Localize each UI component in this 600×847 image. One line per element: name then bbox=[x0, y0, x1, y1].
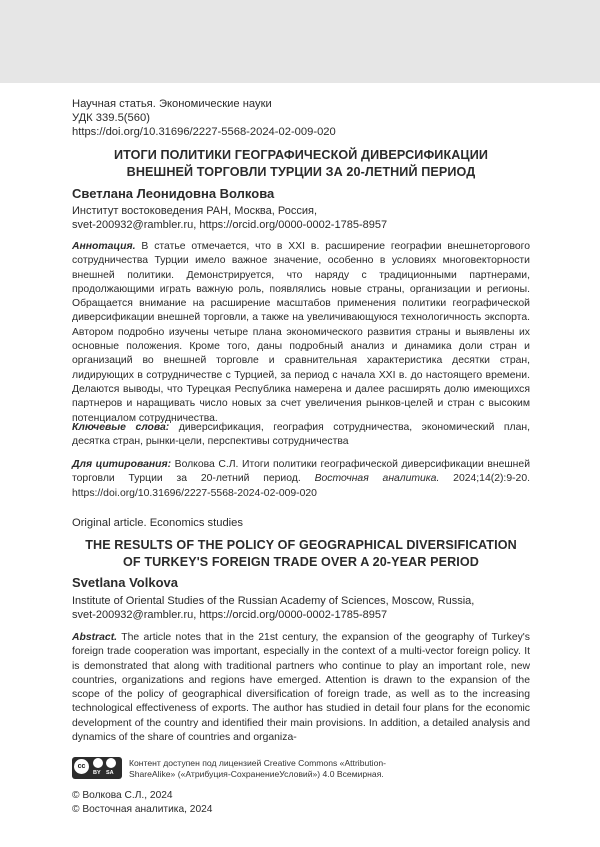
abstract-ru bbox=[72, 240, 530, 426]
citation-ru-source: Восточная аналитика. bbox=[314, 473, 440, 485]
keywords-ru bbox=[72, 421, 530, 450]
copyright-journal: © Восточная аналитика, 2024 bbox=[72, 803, 213, 815]
udc-code: УДК 339.5(560) bbox=[72, 112, 150, 124]
title-en-line1: THE RESULTS OF THE POLICY OF GEOGRAPHICAL DIVERSIFICATION bbox=[85, 538, 517, 552]
contacts-ru[interactable]: svet-200932@rambler.ru, https://orcid.org/0000-0002-1785-8957 bbox=[72, 219, 388, 231]
article-title-en bbox=[72, 537, 530, 571]
doi-link[interactable]: https://doi.org/10.31696/2227-5568-2024-02-009-020 bbox=[72, 126, 336, 138]
article-type-en: Original article. Economics studies bbox=[72, 517, 243, 529]
sharealike-icon bbox=[106, 758, 116, 768]
affiliation-en bbox=[72, 594, 530, 622]
title-ru-line2: ВНЕШНЕЙ ТОРГОВЛИ ТУРЦИИ ЗА 20-ЛЕТНИЙ ПЕРИОД bbox=[126, 165, 476, 179]
license-line2: ShareAlike» («Атрибуция-СохранениеУсловий») 4.0 Всемирная. bbox=[129, 769, 384, 779]
sa-label: SA bbox=[106, 770, 114, 776]
abstract-en bbox=[72, 631, 530, 745]
title-en-line2: OF TURKEY'S FOREIGN TRADE OVER A 20-YEAR PERIOD bbox=[123, 555, 479, 569]
abstract-ru-text: В статье отмечается, что в XXI в. расширение географии внешнеторгового сотрудничества Турции имело важное значение, особенно в условиях многовекторности внешней политики. Демонстрируется, что наряду с традиционными партнерами, продолжающими играть важную роль, появлялись новые страны, организации и регионы. Обращается внимание на расширение масштабов применения политики географической диверсификации внешней торговли, а также на увеличивающуюся технологичность экспорта. Автором подробно изучены четыре плана экономического развития страны и выявлены их основные положения. Кроме того, даны подробный анализ и динамика доли стран и организаций во внешней торговле и сравнительная характеристика десятки стран, лидирующих в сотрудничестве с Турцией, за период с начала XXI в. до настоящего времени. Делаются выводы, что Турецкая Республика намерена и далее расширять долю имеющихся партнеров и наращивать число новых за счет увеличения рынков-целей и стран с высоким потенциалом сотрудничества. bbox=[72, 241, 530, 424]
abstract-ru-label: Аннотация. bbox=[72, 241, 136, 252]
citation-ru-label: Для цитирования: bbox=[72, 459, 172, 470]
license-notice bbox=[72, 757, 530, 783]
keywords-ru-text: диверсификация, география сотрудничества, экономический план, десятка стран, рынки-цели, перспективы сотрудничества bbox=[72, 422, 531, 448]
affiliation-en-line: Institute of Oriental Studies of the Russian Academy of Sciences, Moscow, Russia, bbox=[72, 595, 475, 607]
citation-ru-doi[interactable]: 2024;14(2):9-20. https://doi.org/10.31696/2227-5568-2024-02-009-020 bbox=[72, 473, 531, 499]
author-name-en: Svetlana Volkova bbox=[72, 575, 178, 590]
abstract-en-text: The article notes that in the 21st century, the expansion of the geography of Turkey's foreign trade cooperation was important, especially in the context of a multi-vector foreign policy. It is demonstrated that along with traditional partners who continue to play an important role, new countries, organizations and regions have emerged. Attention is drawn to the expansion of the scope of the policy of geographical diversification of foreign trade, as well as to the increasing technological effectiveness of exports. The author has studied in detail four plans for the economic development of the country and identified their main provisions. In addition, a detailed analysis and dynamics of the share of countries and organiza- bbox=[72, 632, 530, 744]
affiliation-ru bbox=[72, 204, 530, 232]
cc-icon: cc bbox=[74, 759, 89, 774]
title-ru-line1: ИТОГИ ПОЛИТИКИ ГЕОГРАФИЧЕСКОЙ ДИВЕРСИФИКАЦИИ bbox=[113, 148, 489, 162]
keywords-ru-label: Ключевые слова: bbox=[72, 422, 170, 433]
citation-ru bbox=[72, 458, 530, 501]
by-label: BY bbox=[93, 770, 101, 776]
license-text bbox=[129, 758, 386, 780]
affiliation-ru-line: Институт востоковедения РАН, Москва, Россия, bbox=[72, 205, 317, 217]
license-line1: Контент доступен под лицензией Creative Commons «Attribution- bbox=[129, 758, 386, 768]
article-title-ru bbox=[72, 147, 530, 181]
attribution-icon bbox=[93, 758, 103, 768]
copyright bbox=[72, 789, 212, 816]
citation-ru-text: Волкова С.Л. Итоги политики географической диверсификации внешней торговли Турции за 20-летний период. bbox=[72, 459, 531, 485]
author-name-ru: Светлана Леонидовна Волкова bbox=[72, 186, 275, 201]
copyright-author: © Волкова С.Л., 2024 bbox=[72, 790, 173, 801]
cc-by-sa-badge-icon[interactable] bbox=[72, 757, 122, 779]
article-type: Научная статья. Экономические науки bbox=[72, 98, 272, 110]
page-header-band bbox=[0, 0, 600, 83]
contacts-en[interactable]: svet-200932@rambler.ru, https://orcid.org/0000-0002-1785-8957 bbox=[72, 609, 388, 621]
article-meta bbox=[72, 97, 530, 139]
abstract-en-label: Abstract. bbox=[72, 632, 118, 643]
